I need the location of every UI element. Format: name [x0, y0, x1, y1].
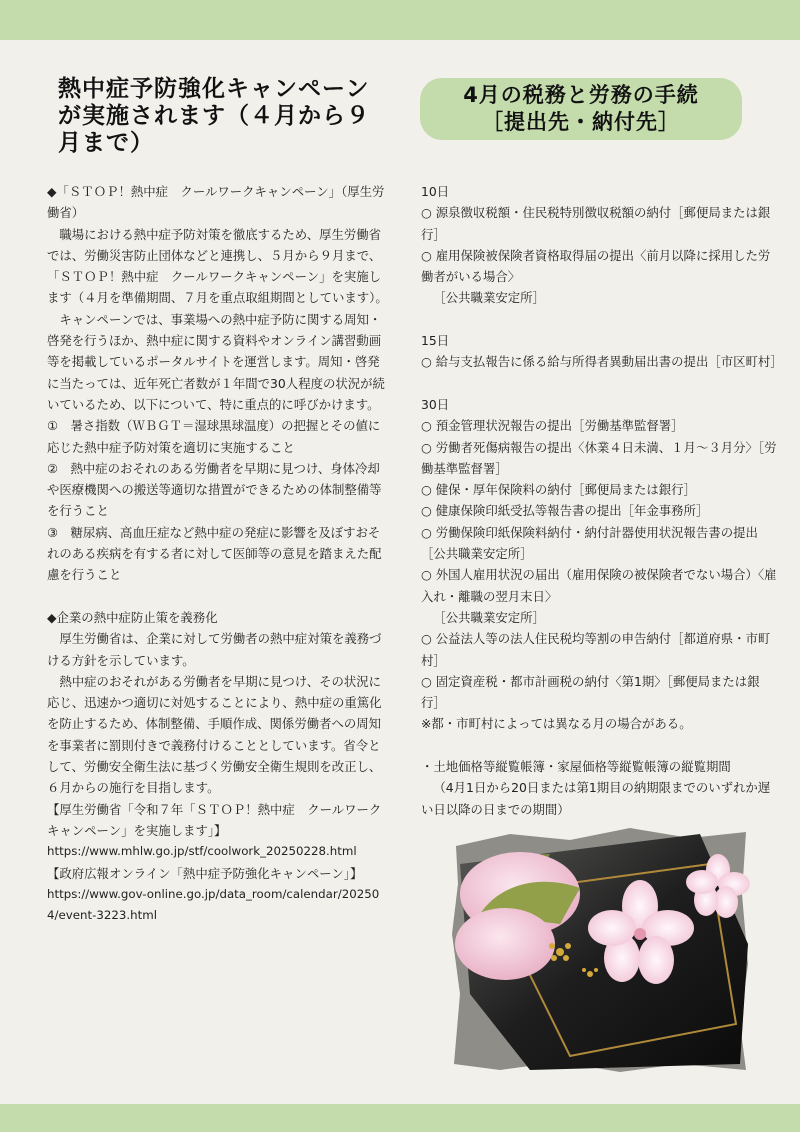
campaign-heading — [58, 76, 408, 157]
procedure-item: ○ 給与支払報告に係る給与所得者異動届出書の提出［市区町村］ — [421, 354, 783, 370]
procedure-destination: ［公共職業安定所］ — [433, 290, 545, 306]
procedure-item: ○ 労働保険印紙保険料納付・納付計器使用状況報告書の提出［公共職業安定所］ — [421, 524, 758, 562]
spacer — [421, 309, 777, 330]
reference-url[interactable]: https://www.mhlw.go.jp/stf/coolwork_20250228.html — [47, 844, 357, 859]
spacer — [47, 586, 389, 607]
top-band — [0, 0, 800, 40]
campaign-article — [47, 181, 389, 926]
paragraph: キャンペーンでは、事業場への熱中症予防に関する周知・啓発を行うほか、熱中症に関する資料やオンライン講習動画等を掲載しているポータルサイトを運営します。周知・啓発に当たっては、近年死亡者数が１年間で30人程度の状況が続いているため、以下について、特に重点的に呼びかけます。 — [47, 311, 385, 412]
procedure-item: ○ 公益法人等の法人住民税均等割の申告納付［都道府県・市町村］ — [421, 631, 771, 668]
procedures-heading-pill — [420, 78, 742, 140]
heading-line: 月まで） — [58, 130, 154, 156]
procedures-list — [421, 181, 783, 820]
date-label: 15日 — [421, 333, 450, 349]
procedure-item: ○ 預金管理状況報告の提出［労働基準監督署］ — [421, 418, 684, 434]
list-item: ② 熱中症のおそれのある労働者を早期に見つけ、身体冷却や医療機関への搬送等適切な措置ができるための体制整備等を行うこと — [47, 460, 382, 519]
paragraph: 厚生労働省は、企業に対して労働者の熱中症対策を義務づける方針を示しています。 — [47, 631, 382, 668]
procedure-item: ○ 健保・厚年保険料の納付［郵便局または銀行］ — [421, 482, 696, 498]
procedure-item: ○ 外国人雇用状況の届出（雇用保険の被保険者でない場合）〈雇入れ・離職の翌月末日〉 — [421, 567, 777, 604]
list-item: ③ 糖尿病、高血圧症など熱中症の発症に影響を及ぼすおそれのある疾病を有する者に対して医師等の意見を踏まえた配慮を行うこと — [47, 524, 382, 583]
spacer — [421, 735, 777, 756]
date-label: 10日 — [421, 184, 450, 199]
sakura-mochi-illustration — [450, 824, 750, 1074]
heading-line: が実施されます（４月から９ — [58, 103, 370, 129]
paragraph: 熱中症のおそれがある労働者を早期に見つけ、その状況に応じ、迅速かつ適切に対処することにより、熱中症の重篤化を防止するため、体制整備、手順作成、関係労働者への周知を事業者に罰則付きで義務付けることとしています。省令として、労働安全衛生法に基づく労働安全衛生規則を改正し、６月からの施行を目指します。 — [47, 673, 382, 796]
procedure-item: （4月1日から20日または第1期目の納期限までのいずれか遅い日以降の日までの期間） — [421, 780, 771, 817]
procedure-item: ○ 労働者死傷病報告の提出〈休業４日未満、１月～３月分〉［労働基準監督署］ — [421, 439, 777, 476]
procedure-item: ○ 源泉徴収税額・住民税特別徴収税額の納付［郵便局または銀行］ — [421, 205, 771, 242]
section-heading: ◆「ＳＴＯＰ！熱中症 クールワークキャンペーン」（厚生労働省） — [47, 184, 385, 221]
procedure-item: ○ 固定資産税・都市計画税の納付〈第1期〉［郵便局または銀行］ — [421, 673, 760, 711]
procedure-item: ○ 雇用保険被保険者資格取得届の提出〈前月以降に採用した労働者がいる場合〉 — [421, 247, 771, 285]
reference-title: 【政府広報オンライン「熱中症予防強化キャンペーン」】 — [47, 865, 363, 881]
list-item: ① 暑さ指数（ＷＢＧＴ＝湿球黒球温度）の把握とその値に応じた熱中症予防対策を適切に実施すること — [47, 418, 381, 455]
reference-url[interactable]: https://www.gov-online.go.jp/data_room/calendar/202504/event-3223.html — [47, 886, 380, 923]
heading-line: 熱中症予防強化キャンペーン — [58, 76, 370, 102]
procedures-heading: 4月の税務と労務の手続 — [463, 83, 699, 107]
date-label: 30日 — [421, 396, 450, 412]
reference-title: 【厚生労働省「令和７年「ＳＴＯＰ！熱中症 クールワークキャンペーン」を実施します」】 — [47, 801, 382, 838]
paragraph: 職場における熱中症予防対策を徹底するため、厚生労働省では、労働災害防止団体などと連携し、５月から９月まで、「ＳＴＯＰ！熱中症 クールワークキャンペーン」を実施します（４月を準備期間、７月を重点取組期間としています）。 — [47, 226, 388, 306]
bottom-band — [0, 1104, 800, 1132]
sakura-mochi-photo — [450, 824, 750, 1074]
procedure-destination: ［公共職業安定所］ — [433, 609, 545, 625]
procedures-subheading: ［提出先・納付先］ — [482, 110, 680, 134]
section-heading: ◆企業の熱中症防止策を義務化 — [47, 609, 218, 625]
note: ※都・市町村によっては異なる月の場合がある。 — [421, 716, 692, 732]
procedure-item: ○ 健康保険印紙受払等報告書の提出［年金事務所］ — [421, 503, 709, 519]
spacer — [421, 373, 777, 394]
procedure-item: ・土地価格等縦覧帳簿・家屋価格等縦覧帳簿の縦覧期間 — [421, 759, 731, 775]
